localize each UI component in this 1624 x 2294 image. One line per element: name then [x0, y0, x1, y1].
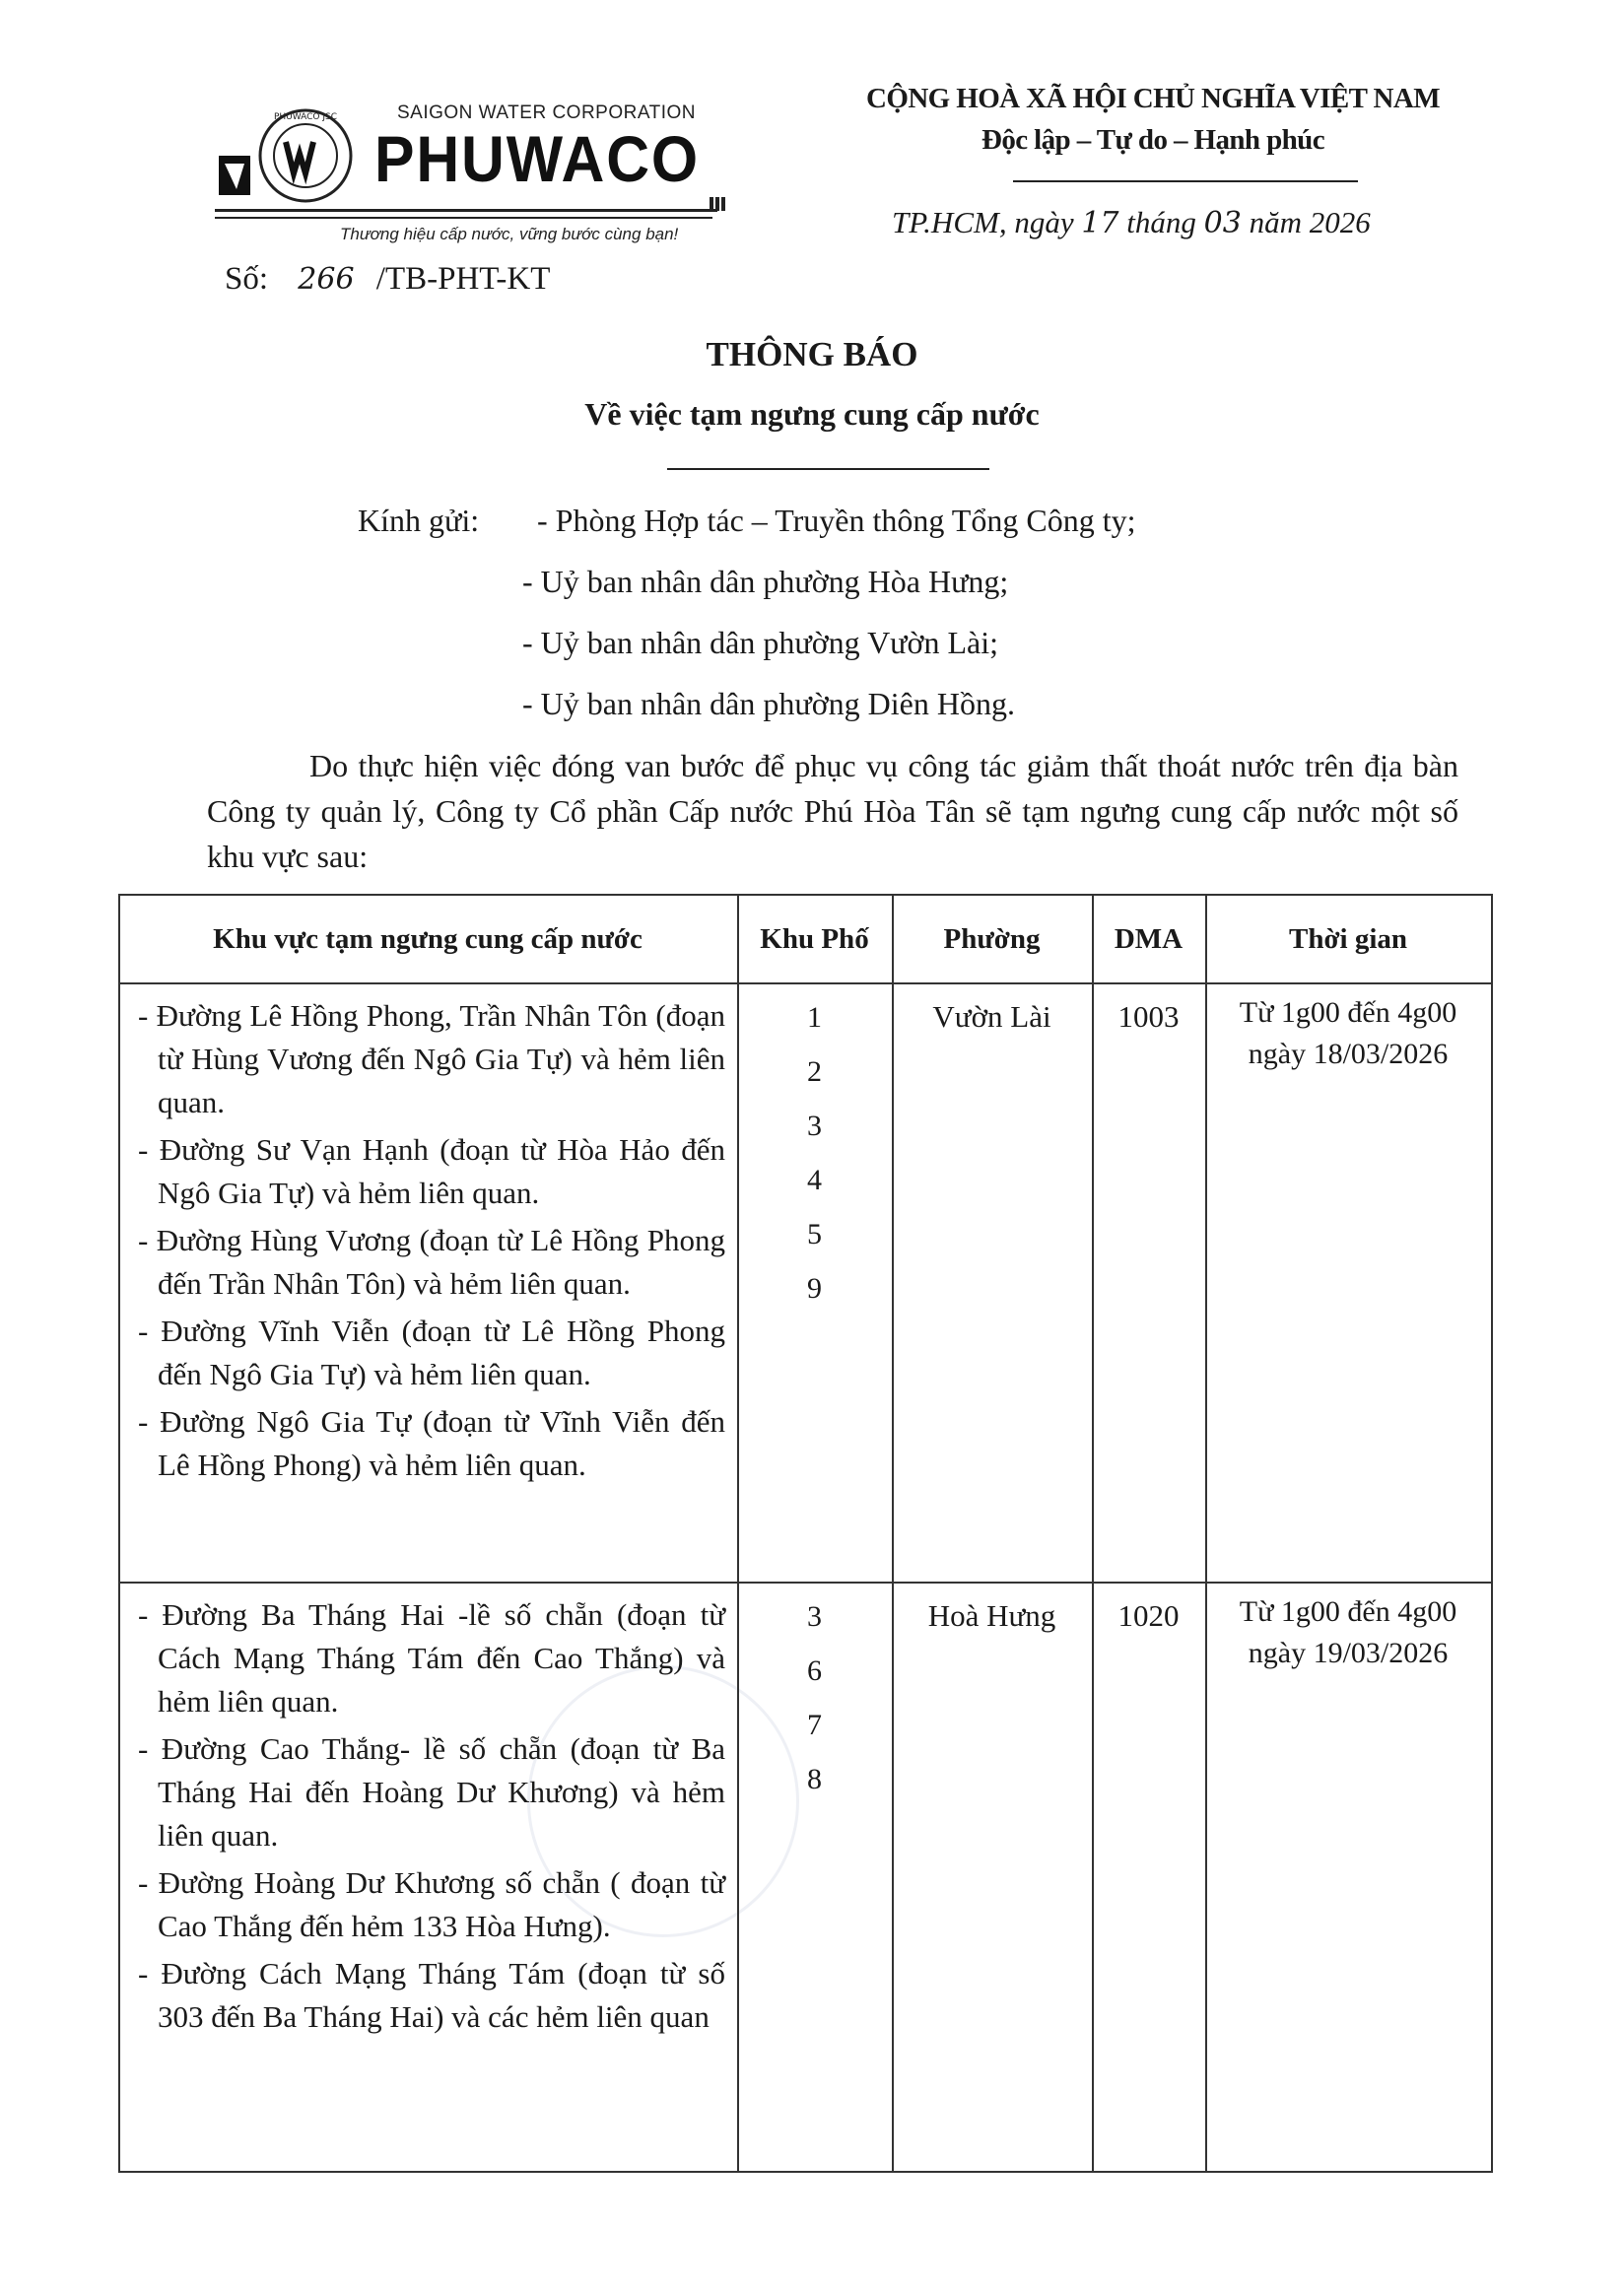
document-number-line	[225, 261, 550, 298]
header-khu-pho: Khu Phố	[760, 923, 869, 955]
table-row-2-areas	[130, 1593, 725, 2039]
khu-pho-value: 4	[807, 1164, 822, 1196]
area-item: - Đường Vĩnh Viễn (đoạn từ Lê Hồng Phong đến Ngô Gia Tự) và hẻm liên quan.	[138, 1314, 725, 1391]
recipients-label: Kính gửi:	[358, 503, 480, 538]
slogan: Thương hiệu cấp nước, vững bước cùng bạn!	[340, 225, 679, 243]
khu-pho-value: 2	[807, 1055, 822, 1088]
table-row-1-phuong: Vườn Lài	[932, 999, 1051, 1034]
date-month-label: tháng	[1126, 205, 1196, 239]
recipient-item: - Uỷ ban nhân dân phường Vườn Lài;	[522, 625, 998, 660]
header-dma: DMA	[1114, 923, 1184, 955]
table-row-2-dma: 1020	[1117, 1598, 1180, 1633]
title-underline	[667, 468, 989, 470]
khu-pho-value: 5	[807, 1218, 822, 1250]
emblem-text: PHUWACO JSC	[273, 112, 338, 122]
area-item: - Đường Hùng Vương (đoạn từ Lê Hồng Phong đến Trần Nhân Tôn) và hẻm liên quan.	[138, 1223, 725, 1301]
date-month: 03	[1203, 206, 1242, 240]
table-row-2-time	[1205, 1591, 1491, 1674]
area-item: - Đường Sư Vạn Hạnh (đoạn từ Hòa Hảo đến Ngô Gia Tự) và hẻm liên quan.	[138, 1132, 725, 1210]
khu-pho-value: 8	[807, 1763, 822, 1795]
document-code: /TB-PHT-KT	[375, 261, 551, 297]
intro-paragraph: Do thực hiện việc đóng van bước để phục vụ công tác giảm thất thoát nước trên địa bàn Công ty quản lý, Công ty Cổ phần Cấp nước Phú Hòa Tân sẽ tạm ngưng cung cấp nước một số khu vực sau:	[207, 748, 1458, 874]
document-number-label: Số:	[225, 261, 269, 297]
area-item: - Đường Hoàng Dư Khương số chẵn ( đoạn từ Cao Thắng đến hẻm 133 Hòa Hưng).	[138, 1865, 725, 1943]
khu-pho-value: 7	[807, 1709, 822, 1741]
area-item: - Đường Cao Thắng- lề số chẵn (đoạn từ Ba Tháng Hai đến Hoàng Dư Khương) và hẻm liên quan.	[138, 1731, 725, 1853]
khu-pho-value: 3	[807, 1600, 822, 1633]
table-row-2-khu-pho	[737, 1589, 892, 1806]
khu-pho-value: 1	[807, 1001, 822, 1034]
header-time: Thời gian	[1288, 923, 1408, 955]
table-row-1-khu-pho	[737, 990, 892, 1316]
logo-rule-secondary	[215, 217, 712, 219]
document-number: 266	[298, 262, 355, 297]
national-motto: Độc lập – Tự do – Hạnh phúc	[981, 124, 1324, 156]
table-row-1-dma: 1003	[1117, 999, 1180, 1034]
suspension-table	[118, 894, 1493, 2173]
header-area: Khu vực tạm ngưng cung cấp nước	[213, 923, 643, 955]
area-item: - Đường Ba Tháng Hai -lề số chẵn (đoạn từ Cách Mạng Tháng Tám đến Cao Thắng) và hẻm liên quan.	[138, 1597, 725, 1719]
logo-bars	[710, 197, 727, 216]
company-logo	[215, 99, 747, 256]
date-year: năm 2026	[1249, 205, 1371, 239]
khu-pho-value: 3	[807, 1110, 822, 1142]
logo-rule	[215, 209, 717, 212]
recipient-item: - Uỷ ban nhân dân phường Hòa Hưng;	[522, 564, 1009, 599]
time-date: ngày 19/03/2026	[1248, 1637, 1449, 1669]
area-item: - Đường Cách Mạng Tháng Tám (đoạn từ số 303 đến Ba Tháng Hai) và các hẻm liên quan	[138, 1956, 725, 2034]
recipient-item: - Phòng Hợp tác – Truyền thông Tổng Công ty;	[537, 503, 1136, 538]
header-phuong: Phường	[943, 923, 1041, 955]
table-row-1-areas	[130, 994, 725, 1487]
table-row-1-time	[1205, 992, 1491, 1075]
khu-pho-value: 9	[807, 1272, 822, 1305]
document-title: THÔNG BÁO	[706, 335, 918, 373]
corporation-name: SAIGON WATER CORPORATION	[397, 102, 696, 123]
national-title: CỘNG HOÀ XÃ HỘI CHỦ NGHĨA VIỆT NAM	[866, 83, 1440, 114]
date-day: 17	[1081, 206, 1119, 240]
document-subtitle: Về việc tạm ngưng cung cấp nước	[584, 396, 1040, 432]
motto-underline	[1013, 180, 1358, 182]
date-line	[892, 205, 1371, 240]
area-item: - Đường Lê Hồng Phong, Trần Nhân Tôn (đoạn từ Hùng Vương đến Ngô Gia Tự) và hẻm liên quan.	[138, 998, 725, 1119]
recipient-item: - Uỷ ban nhân dân phường Diên Hồng.	[522, 686, 1015, 721]
time-date: ngày 18/03/2026	[1248, 1038, 1449, 1070]
time-range: Từ 1g00 đến 4g00	[1239, 996, 1457, 1029]
table-row-2-phuong: Hoà Hưng	[927, 1598, 1056, 1633]
time-range: Từ 1g00 đến 4g00	[1239, 1595, 1457, 1628]
brand-name: PHUWACO	[374, 122, 700, 195]
area-item: - Đường Ngô Gia Tự (đoạn từ Vĩnh Viễn đến Lê Hồng Phong) và hẻm liên quan.	[138, 1404, 725, 1482]
phuwaco-emblem-icon	[215, 104, 363, 213]
khu-pho-value: 6	[807, 1654, 822, 1687]
date-prefix: TP.HCM, ngày	[892, 205, 1074, 239]
